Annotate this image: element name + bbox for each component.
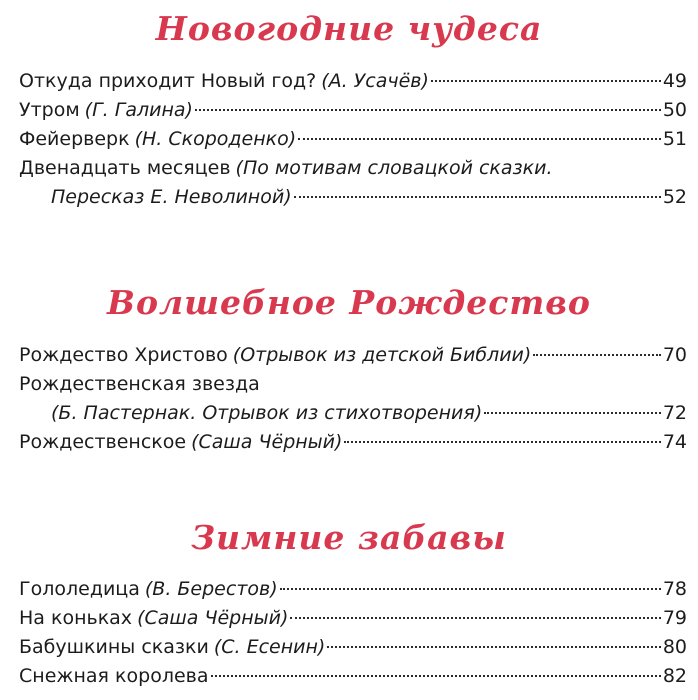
leader-dots	[431, 80, 661, 82]
leader-dots	[294, 196, 661, 198]
entry-title: Бабушкины сказки	[19, 636, 209, 658]
entry-author: (С. Есенин)	[213, 636, 326, 658]
leader-dots	[533, 354, 661, 356]
page-number: 74	[662, 431, 687, 453]
toc-entry[interactable]	[19, 662, 687, 691]
toc-entry[interactable]	[19, 428, 687, 457]
page-number: 52	[662, 186, 687, 208]
page-number: 70	[662, 344, 687, 366]
page-number: 49	[662, 70, 687, 92]
toc-section-1	[19, 67, 687, 212]
entry-title: Снежная королева	[19, 665, 209, 687]
toc-entry[interactable]	[19, 633, 687, 662]
leader-dots	[327, 646, 660, 648]
toc-section-2	[19, 341, 687, 457]
entry-title: Откуда приходит Новый год?	[19, 70, 317, 92]
section-title: Зимние забавы	[191, 518, 507, 557]
entry-author-continued: (Б. Пастернак. Отрывок из стихотворения)	[51, 402, 483, 424]
toc-entry[interactable]	[19, 154, 687, 212]
toc-section-3	[19, 575, 687, 691]
entry-title: На коньках	[19, 607, 133, 629]
entry-title: Двенадцать месяцев	[19, 157, 231, 179]
toc-entry[interactable]	[19, 67, 687, 96]
section-title: Волшебное Рождество	[107, 283, 591, 322]
entry-author: (По мотивам словацкой сказки.	[235, 157, 553, 179]
entry-title: Утром	[19, 99, 80, 121]
entry-author: (Г. Галина)	[84, 99, 193, 121]
leader-dots	[195, 109, 661, 111]
leader-dots	[290, 617, 660, 619]
leader-dots	[344, 441, 660, 443]
page-number: 80	[662, 636, 687, 658]
toc-entry[interactable]	[19, 575, 687, 604]
leader-dots	[298, 138, 661, 140]
toc-entry[interactable]	[19, 604, 687, 633]
entry-author: (Саша Чёрный)	[137, 607, 289, 629]
page-number: 79	[662, 607, 687, 629]
toc-entry[interactable]	[19, 125, 687, 154]
leader-dots	[211, 675, 661, 677]
entry-author-continued: Пересказ Е. Неволиной)	[51, 186, 292, 208]
toc-entry[interactable]	[19, 96, 687, 125]
entry-title: Гололедица	[19, 578, 140, 600]
section-title: Новогодние чудеса	[155, 9, 543, 48]
entry-title: Рождественская звезда	[19, 373, 260, 395]
entry-title: Рождество Христово	[19, 344, 228, 366]
page-number: 72	[662, 402, 687, 424]
entry-title: Фейерверк	[19, 128, 130, 150]
entry-author: (Н. Скороденко)	[134, 128, 297, 150]
entry-author: (В. Берестов)	[144, 578, 278, 600]
leader-dots	[280, 588, 661, 590]
toc-entry[interactable]	[19, 341, 687, 370]
entry-author: (А. Усачёв)	[321, 70, 429, 92]
entry-title: Рождественское	[19, 431, 187, 453]
toc-entry[interactable]	[19, 370, 687, 428]
page-number: 82	[662, 665, 687, 687]
page-number: 78	[662, 578, 687, 600]
leader-dots	[484, 412, 661, 414]
entry-author: (Саша Чёрный)	[191, 431, 343, 453]
page-number: 50	[662, 99, 687, 121]
page-number: 51	[662, 128, 687, 150]
entry-author: (Отрывок из детской Библии)	[232, 344, 532, 366]
